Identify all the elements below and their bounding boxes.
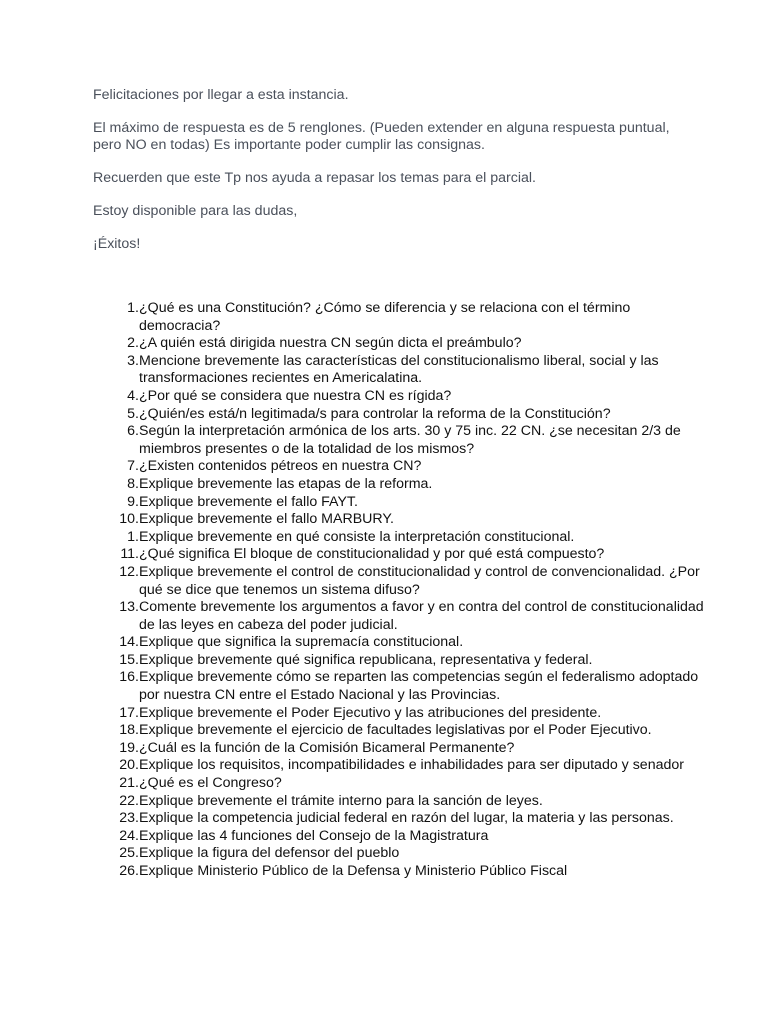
- question-number: 25.: [119, 845, 139, 862]
- question-text: Explique brevemente el trámite interno para la sanción de leyes.: [139, 792, 543, 809]
- question-item: [108, 458, 708, 476]
- question-text: ¿Qué significa El bloque de constitucionalidad y por qué está compuesto?: [139, 546, 605, 563]
- question-text: Explique brevemente el fallo MARBURY.: [139, 511, 394, 528]
- question-number: 18.: [119, 722, 139, 739]
- question-number: 1.: [127, 528, 139, 545]
- question-item: [108, 669, 708, 704]
- question-text: Explique que significa la supremacía constitucional.: [139, 634, 464, 651]
- question-text: ¿Existen contenidos pétreos en nuestra CN?: [139, 458, 422, 475]
- question-text: ¿Cuál es la función de la Comisión Bicameral Permanente?: [139, 739, 515, 756]
- question-item: [108, 775, 708, 793]
- question-number: 13.: [119, 599, 139, 616]
- question-item: [108, 652, 708, 670]
- question-number: 6.: [127, 423, 139, 440]
- question-text: ¿Qué es el Congreso?: [139, 775, 282, 792]
- intro-length-rule: El máximo de respuesta es de 5 renglones. (Pueden extender en alguna respuesta puntual, pero NO en todas) Es importante poder cumplir las consignas.: [93, 120, 670, 153]
- question-item: [108, 406, 708, 424]
- question-number: 20.: [119, 757, 139, 774]
- question-text: ¿Qué es una Constitución? ¿Cómo se diferencia y se relaciona con el término democracia?: [139, 300, 631, 334]
- question-text: ¿Quién/es está/n legitimada/s para controlar la reforma de la Constitución?: [139, 405, 611, 422]
- question-item: [108, 494, 708, 512]
- question-text: ¿Por qué se considera que nuestra CN es rígida?: [139, 387, 452, 404]
- intro-section: [93, 87, 693, 269]
- question-text: Explique los requisitos, incompatibilidades e inhabilidades para ser diputado y senador: [139, 757, 684, 774]
- question-number: 26.: [119, 863, 139, 879]
- questions-list: [108, 300, 708, 881]
- question-item: [108, 423, 708, 458]
- question-number: 17.: [119, 704, 139, 721]
- question-text: Explique la figura del defensor del pueblo: [139, 845, 400, 862]
- question-item: [108, 810, 708, 828]
- question-item: [108, 335, 708, 353]
- question-number: 14.: [119, 634, 139, 651]
- question-item: [108, 529, 708, 547]
- question-text: Explique brevemente en qué consiste la interpretación constitucional.: [139, 528, 575, 545]
- intro-availability: Estoy disponible para las dudas,: [93, 203, 298, 219]
- question-text: Explique brevemente qué significa republicana, representativa y federal.: [139, 651, 593, 668]
- question-item: [108, 388, 708, 406]
- question-text: Explique brevemente las etapas de la reforma.: [139, 475, 433, 492]
- question-text: Según la interpretación armónica de los arts. 30 y 75 inc. 22 CN. ¿se necesitan 2/3 de miembros presentes o de la totalidad de los mismos?: [139, 423, 681, 457]
- question-text: ¿A quién está dirigida nuestra CN según dicta el preámbulo?: [139, 335, 522, 352]
- question-number: 2.: [127, 335, 139, 352]
- question-number: 19.: [119, 739, 139, 756]
- question-item: [108, 511, 708, 529]
- intro-closing: ¡Éxitos!: [93, 236, 141, 252]
- question-number: 24.: [119, 827, 139, 844]
- question-item: [108, 599, 708, 634]
- question-text: Explique la competencia judicial federal en razón del lugar, la materia y las personas.: [139, 810, 674, 827]
- question-text: Explique brevemente el Poder Ejecutivo y las atribuciones del presidente.: [139, 704, 602, 721]
- question-number: 22.: [119, 792, 139, 809]
- question-text: Explique brevemente el ejercicio de facultades legislativas por el Poder Ejecutivo.: [139, 722, 652, 739]
- question-number: 12.: [119, 563, 139, 580]
- question-item: [108, 353, 708, 388]
- question-item: [108, 757, 708, 775]
- question-item: [108, 793, 708, 811]
- question-number: 8.: [127, 475, 139, 492]
- question-item: [108, 300, 708, 335]
- question-text: Explique las 4 funciones del Consejo de la Magistratura: [139, 827, 489, 844]
- question-number: 23.: [119, 810, 139, 827]
- question-item: [108, 546, 708, 564]
- question-number: 9.: [127, 493, 139, 510]
- question-text: Mencione brevemente las características del constitucionalismo liberal, social y las transformaciones recientes en Americalatina.: [139, 352, 659, 387]
- question-text: Explique Ministerio Público de la Defensa y Ministerio Público Fiscal: [139, 863, 568, 879]
- question-number: 15.: [119, 651, 139, 668]
- question-item: [108, 705, 708, 723]
- question-number: 4.: [127, 387, 139, 404]
- question-text: Explique brevemente cómo se reparten las competencias según el federalismo adoptado por nuestra CN entre el Estado Nacional y las Provincias.: [139, 669, 699, 704]
- question-item: [108, 476, 708, 494]
- intro-greeting: Felicitaciones por llegar a esta instancia.: [93, 87, 349, 103]
- question-text: Explique brevemente el fallo FAYT.: [139, 493, 358, 510]
- question-text: Explique brevemente el control de constitucionalidad y control de convencionalidad. ¿Por qué se dice que tenemos un sistema difuso?: [139, 563, 700, 598]
- question-item: [108, 722, 708, 740]
- question-number: 5.: [127, 405, 139, 422]
- question-item: [108, 845, 708, 863]
- intro-purpose: Recuerden que este Tp nos ayuda a repasar los temas para el parcial.: [93, 170, 536, 186]
- question-number: 21.: [119, 775, 139, 792]
- question-number: 16.: [119, 669, 139, 686]
- question-number: 7.: [127, 458, 139, 475]
- question-number: 11.: [120, 546, 139, 563]
- question-number: 10.: [119, 511, 139, 528]
- question-item: [108, 863, 708, 881]
- question-text: Comente brevemente los argumentos a favor y en contra del control de constitucionalidad de las leyes en cabeza del poder judicial.: [139, 599, 704, 633]
- question-item: [108, 634, 708, 652]
- question-item: [108, 828, 708, 846]
- question-item: [108, 740, 708, 758]
- question-number: 3.: [127, 352, 139, 369]
- question-item: [108, 564, 708, 599]
- question-number: 1.: [127, 300, 139, 316]
